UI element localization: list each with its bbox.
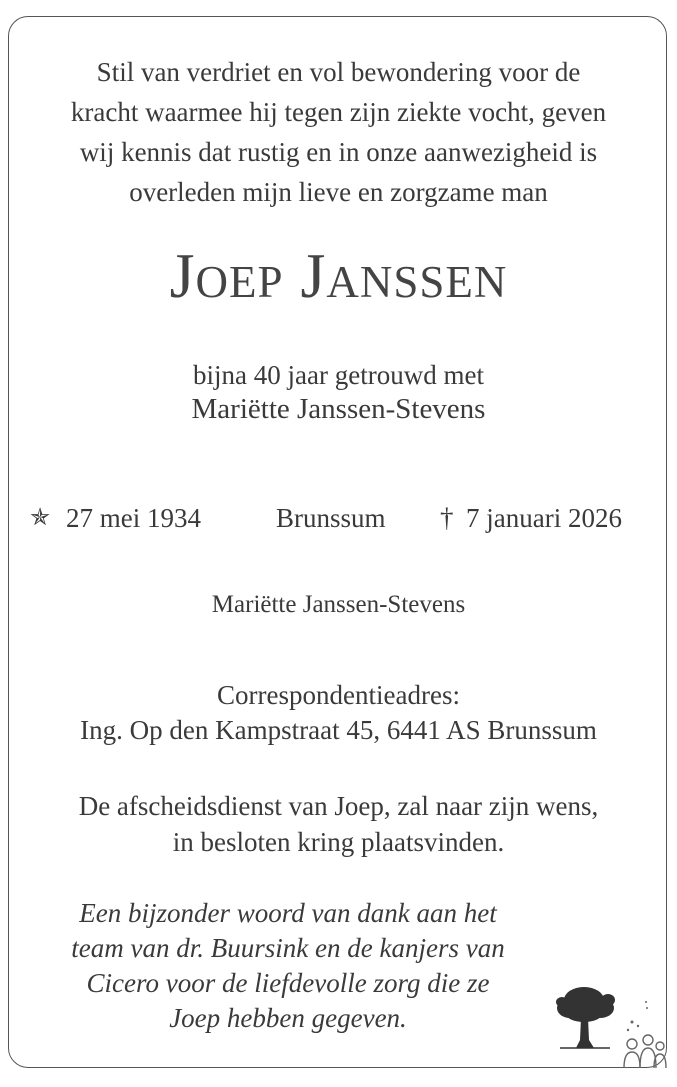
birth-star-icon: ✯ — [30, 505, 51, 531]
deceased-name: Joep Janssen — [169, 240, 508, 311]
correspondence-label: Correspondentieadres: — [217, 680, 460, 710]
service-line: De afscheidsdienst van Joep, zal naar zijn wens, — [78, 791, 599, 821]
death-cross-icon: † — [440, 503, 454, 533]
place: Brunssum — [276, 503, 386, 533]
intro-text — [0, 52, 677, 212]
signatory: Mariëtte Janssen-Stevens — [211, 591, 466, 618]
service-text — [0, 788, 677, 860]
thanks-line: Een bijzonder woord van dank aan het — [79, 898, 497, 928]
intro-line: wij kennis dat rustig en in onze aanwezigheid is — [79, 137, 598, 167]
intro-line: overleden mijn lieve en zorgzame man — [129, 177, 548, 207]
thanks-line: Joep hebben gegeven. — [169, 1003, 407, 1033]
correspondence-address: Ing. Op den Kampstraat 45, 6441 AS Brunssum — [80, 715, 597, 745]
spouse-name: Mariëtte Janssen-Stevens — [191, 393, 486, 425]
intro-line: Stil van verdriet en vol bewondering voor de — [96, 57, 581, 87]
intro-line: kracht waarmee hij tegen zijn ziekte vocht, geven — [70, 97, 607, 127]
thanks-text — [18, 896, 558, 1036]
married-line: bijna 40 jaar getrouwd met — [193, 360, 484, 390]
death-date: 7 januari 2026 — [466, 503, 622, 533]
dates-row — [0, 500, 677, 538]
thanks-line: Cicero voor de liefdevolle zorg die ze — [86, 968, 490, 998]
thanks-line: team van dr. Buursink en de kanjers van — [71, 933, 505, 963]
tree-with-figures-icon — [550, 978, 670, 1070]
birth-date: 27 mei 1934 — [66, 503, 201, 533]
service-line: in besloten kring plaatsvinden. — [172, 827, 505, 857]
